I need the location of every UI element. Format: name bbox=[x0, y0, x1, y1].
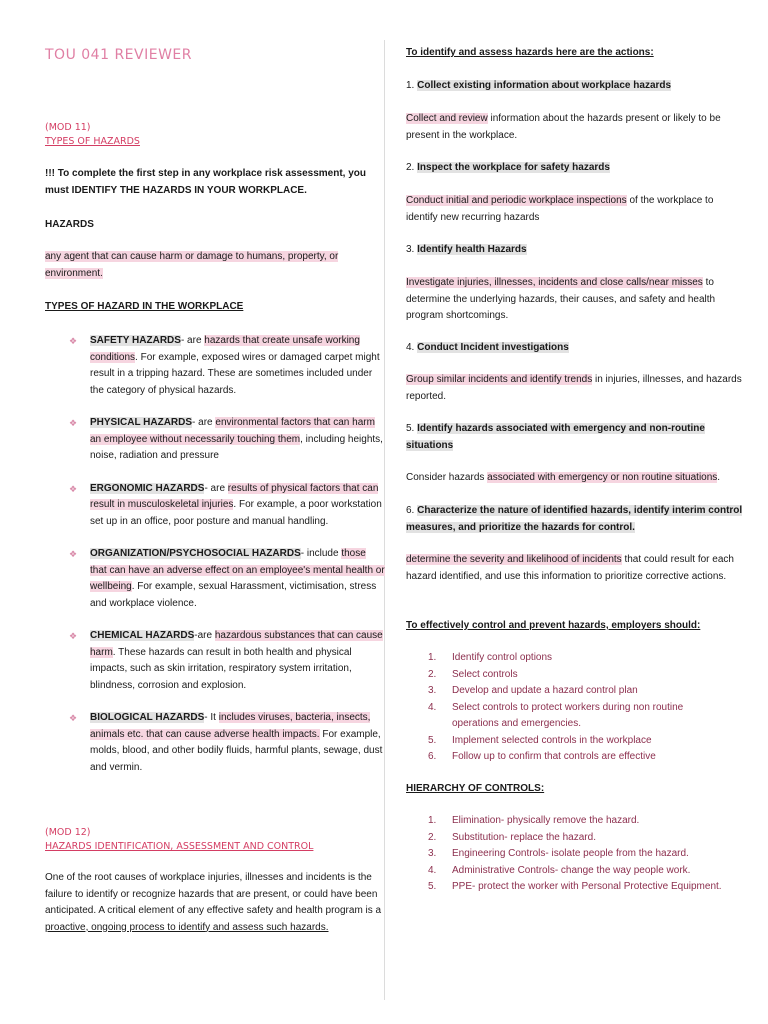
list-item-text: PPE- protect the worker with Personal Protective Equipment. bbox=[452, 881, 722, 892]
step-title-text: Characterize the nature of identified hazards, identify interim control measures, and prioritize the hazards for control. bbox=[406, 505, 743, 533]
hazard-desc: , including heights, noise, radiation and pressure bbox=[90, 433, 383, 461]
step-desc-text: of the workplace to identify new recurring hazards bbox=[406, 195, 714, 223]
step-title-text: Identify health Hazards bbox=[417, 244, 527, 255]
mod11-heading-block bbox=[45, 121, 140, 149]
step-desc-highlight: Investigate injuries, illnesses, incidents and close calls/near misses bbox=[406, 277, 703, 288]
step-desc-text: to determine the underlying hazards, their causes, and safety and health program shortcomings. bbox=[406, 277, 716, 321]
hazard-desc: For example, molds, blood, and other bodily fluids, harmful plants, sewage, dust and vermin. bbox=[90, 728, 383, 773]
diamond-bullet-icon: ❖ bbox=[69, 418, 78, 428]
step-desc bbox=[406, 111, 746, 144]
list-item bbox=[406, 683, 746, 700]
step-number: 3. bbox=[406, 244, 418, 255]
hazard-highlight: results of physical factors that can result in musculoskeletal injuries bbox=[90, 482, 379, 510]
mod12-heading: HAZARDS IDENTIFICATION, ASSESSMENT AND CONTROL bbox=[45, 841, 314, 852]
intro-statement: !!! To complete the first step in any workplace risk assessment, you must IDENTIFY THE HAZARDS IN YOUR WORKPLACE. bbox=[45, 168, 367, 196]
list-item bbox=[406, 667, 746, 684]
hazard-name: PHYSICAL HAZARDS bbox=[90, 417, 193, 428]
list-number: 3. bbox=[428, 848, 437, 859]
list-item bbox=[45, 333, 385, 399]
hazard-highlight: environmental factors that can harm an employee without necessarily touching them bbox=[90, 417, 375, 445]
mod12-paragraph-text: One of the root causes of workplace injuries, illnesses and incidents is the failure to identify or recognize hazards that are present, or could have been anticipated. A critical element of any effective safety and health program is a bbox=[45, 872, 382, 916]
step-number: 5. bbox=[406, 423, 418, 434]
list-number: 3. bbox=[428, 685, 437, 696]
step-desc bbox=[406, 275, 746, 325]
step-desc-highlight: Conduct initial and periodic workplace inspections bbox=[406, 195, 627, 206]
step-desc-text: that could result for each hazard identified, and use this information to prioritize corrective actions. bbox=[406, 554, 734, 582]
list-item bbox=[406, 650, 746, 667]
step-title bbox=[406, 242, 527, 259]
document-title: TOU 041 REVIEWER bbox=[45, 47, 192, 63]
step-number: 1. bbox=[406, 80, 418, 91]
hazard-highlight: hazards that create unsafe working conditions bbox=[90, 335, 360, 363]
hierarchy-heading: HIERARCHY OF CONTROLS: bbox=[406, 783, 545, 794]
control-list bbox=[406, 650, 746, 766]
list-item bbox=[45, 481, 385, 531]
list-item bbox=[406, 863, 751, 880]
hazard-sep: - are bbox=[192, 417, 216, 428]
list-item bbox=[406, 879, 751, 896]
list-item bbox=[45, 415, 385, 465]
actions-heading: To identify and assess hazards here are the actions: bbox=[406, 47, 654, 58]
hierarchy-list bbox=[406, 813, 751, 896]
hazards-definition: any agent that can cause harm or damage to humans, property, or environment. bbox=[45, 251, 339, 279]
step-desc-highlight: associated with emergency or non routine situations bbox=[487, 472, 718, 483]
types-heading: TYPES OF HAZARD IN THE WORKPLACE bbox=[45, 301, 244, 312]
mod12-heading-block bbox=[45, 826, 313, 854]
step-desc-prefix: Consider hazards bbox=[406, 472, 488, 483]
list-item bbox=[45, 628, 385, 694]
hazard-highlight: hazardous substances that can cause harm bbox=[90, 630, 383, 658]
hazard-name: ORGANIZATION/PSYCHOSOCIAL HAZARDS bbox=[90, 548, 301, 559]
list-item-text: Elimination- physically remove the hazard. bbox=[452, 815, 640, 826]
hazard-desc: . For example, exposed wires or damaged carpet might result in a tripping hazard. These are sometimes included under the category of physical hazards. bbox=[90, 351, 380, 396]
list-number: 2. bbox=[428, 831, 437, 843]
hazard-sep: - include bbox=[300, 548, 342, 559]
list-number: 4. bbox=[428, 864, 437, 876]
list-item-text: Develop and update a hazard control plan bbox=[452, 685, 638, 696]
step-number: 4. bbox=[406, 342, 418, 353]
step-title-text: Identify hazards associated with emergency and non-routine situations bbox=[406, 423, 705, 451]
step-desc-text: . bbox=[717, 472, 721, 483]
list-item-text: Select controls bbox=[452, 668, 518, 680]
list-item-text: Identify control options bbox=[452, 652, 553, 663]
step-number: 6. bbox=[406, 505, 418, 516]
hazard-desc: . These hazards can result in both health and physical impacts, such as skin irritation, respiratory system irritation, blindness, corrosion and explosion. bbox=[90, 646, 352, 691]
step-desc-highlight: determine the severity and likelihood of incidents bbox=[406, 554, 622, 565]
list-number: 1. bbox=[428, 815, 437, 826]
step-desc-highlight: Collect and review bbox=[406, 113, 488, 124]
list-item bbox=[406, 830, 751, 847]
list-item bbox=[406, 733, 746, 750]
diamond-bullet-icon: ❖ bbox=[69, 631, 78, 641]
mod11-label: (MOD 11) bbox=[45, 122, 91, 133]
diamond-bullet-icon: ❖ bbox=[69, 713, 78, 723]
step-number: 2. bbox=[406, 162, 418, 173]
mod12-paragraph bbox=[45, 870, 385, 936]
step-desc bbox=[406, 470, 746, 487]
step-desc bbox=[406, 193, 746, 226]
diamond-bullet-icon: ❖ bbox=[69, 336, 78, 346]
step-title bbox=[406, 160, 610, 177]
list-item-text: Follow up to confirm that controls are effective bbox=[452, 751, 656, 762]
list-item bbox=[406, 700, 746, 733]
list-number: 2. bbox=[428, 668, 437, 680]
hazard-desc: . For example, a poor workstation set up in an office, poor posture and manual handling. bbox=[90, 499, 382, 527]
diamond-bullet-icon: ❖ bbox=[69, 549, 78, 559]
step-desc bbox=[406, 372, 746, 405]
mod12-label: (MOD 12) bbox=[45, 827, 91, 838]
hazard-sep: - are bbox=[180, 335, 205, 346]
step-title-text: Inspect the workplace for safety hazards bbox=[417, 162, 610, 173]
mod11-heading: TYPES OF HAZARDS bbox=[45, 136, 140, 147]
list-item-text: Substitution- replace the hazard. bbox=[452, 831, 596, 843]
hazard-desc: . For example, sexual Harassment, victimisation, stress and workplace violence. bbox=[90, 581, 377, 609]
hazard-sep: - It bbox=[204, 712, 219, 723]
step-desc bbox=[406, 552, 746, 585]
control-heading: To effectively control and prevent hazards, employers should: bbox=[406, 620, 701, 631]
mod12-paragraph-underlined: proactive, ongoing process to identify and assess such hazards. bbox=[45, 921, 329, 933]
list-item-text: Select controls to protect workers during non routine operations and emergencies. bbox=[452, 701, 684, 729]
list-item-text: Engineering Controls- isolate people from the hazard. bbox=[452, 848, 689, 859]
step-title bbox=[406, 503, 746, 536]
step-desc-text: in injuries, illnesses, and hazards reported. bbox=[406, 374, 742, 402]
step-desc-highlight: Group similar incidents and identify trends bbox=[406, 374, 593, 385]
list-number: 4. bbox=[428, 701, 437, 713]
list-number: 5. bbox=[428, 734, 437, 746]
step-title bbox=[406, 340, 569, 357]
list-item bbox=[406, 749, 746, 766]
step-title-text: Collect existing information about workplace hazards bbox=[417, 80, 672, 91]
hazard-name: SAFETY HAZARDS bbox=[90, 335, 181, 346]
step-title-text: Conduct Incident investigations bbox=[417, 342, 569, 353]
step-desc-text: information about the hazards present or likely to be present in the workplace. bbox=[406, 113, 721, 141]
hazard-highlight: those that can have an adverse effect on an employee's mental health or wellbeing bbox=[90, 548, 385, 592]
hazard-highlight: includes viruses, bacteria, insects, animals etc. that can cause adverse health impacts. bbox=[90, 712, 371, 740]
step-title bbox=[406, 421, 746, 454]
list-number: 5. bbox=[428, 881, 437, 892]
hazard-sep: -are bbox=[194, 630, 215, 641]
list-item bbox=[45, 710, 385, 776]
list-number: 6. bbox=[428, 751, 437, 762]
step-title bbox=[406, 78, 671, 95]
hazard-name: BIOLOGICAL HAZARDS bbox=[90, 712, 205, 723]
hazard-sep: - are bbox=[204, 482, 228, 494]
diamond-bullet-icon: ❖ bbox=[69, 483, 78, 494]
list-item-text: Administrative Controls- change the way people work. bbox=[452, 864, 691, 876]
list-item bbox=[45, 546, 385, 612]
list-item bbox=[406, 813, 751, 830]
hazard-name: ERGONOMIC HAZARDS bbox=[90, 482, 205, 494]
list-item-text: Implement selected controls in the workplace bbox=[452, 734, 652, 746]
list-number: 1. bbox=[428, 652, 437, 663]
hazard-types-list bbox=[45, 333, 385, 776]
hazard-name: CHEMICAL HAZARDS bbox=[90, 630, 195, 641]
list-item bbox=[406, 846, 751, 863]
hazards-label: HAZARDS bbox=[45, 219, 94, 230]
